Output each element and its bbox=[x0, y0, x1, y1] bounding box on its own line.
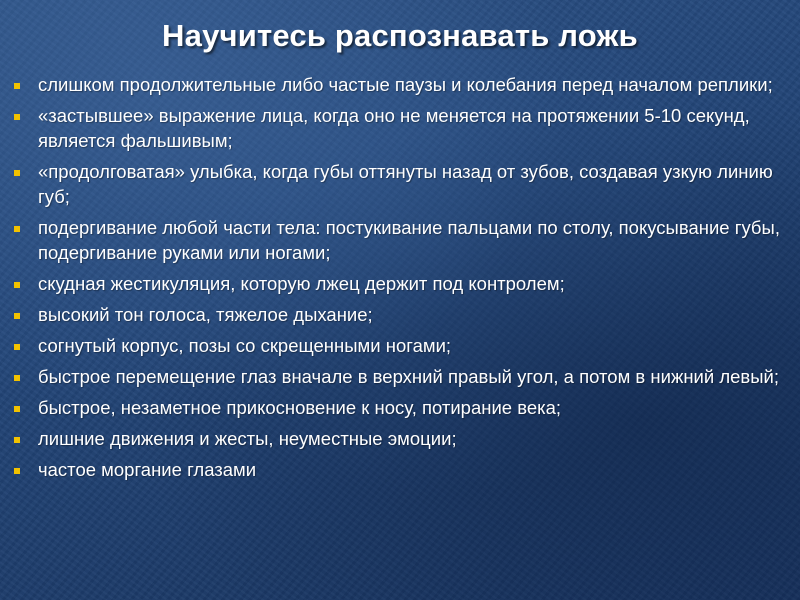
bullet-item bbox=[12, 302, 782, 327]
square-bullet-icon bbox=[14, 313, 20, 319]
square-bullet-icon bbox=[14, 468, 20, 474]
bullet-text: лишние движения и жесты, неуместные эмоции; bbox=[38, 428, 457, 449]
bullet-text: «застывшее» выражение лица, когда оно не меняется на протяжении 5-10 секунд, является фальшивым; bbox=[38, 105, 750, 151]
bullet-text: согнутый корпус, позы со скрещенными ногами; bbox=[38, 335, 452, 356]
square-bullet-icon bbox=[14, 406, 20, 412]
square-bullet-icon bbox=[14, 114, 20, 120]
bullet-text: слишком продолжительные либо частые паузы и колебания перед началом реплики; bbox=[38, 74, 773, 95]
bullet-item bbox=[12, 426, 782, 451]
bullet-item bbox=[12, 333, 782, 358]
bullet-text: частое моргание глазами bbox=[38, 459, 257, 480]
square-bullet-icon bbox=[14, 437, 20, 443]
slide-title: Научитесь распознавать ложь bbox=[162, 18, 638, 53]
square-bullet-icon bbox=[14, 344, 20, 350]
square-bullet-icon bbox=[14, 170, 20, 176]
bullet-text: высокий тон голоса, тяжелое дыхание; bbox=[38, 304, 373, 325]
bullet-item bbox=[12, 364, 782, 389]
bullet-item bbox=[12, 72, 782, 97]
bullet-text: скудная жестикуляция, которую лжец держит под контролем; bbox=[38, 273, 565, 294]
square-bullet-icon bbox=[14, 282, 20, 288]
bullet-text: быстрое, незаметное прикосновение к носу, потирание века; bbox=[38, 397, 562, 418]
bullet-item bbox=[12, 215, 782, 265]
bullet-text: быстрое перемещение глаз вначале в верхний правый угол, а потом в нижний левый; bbox=[38, 366, 780, 387]
bullet-item bbox=[12, 395, 782, 420]
bullet-item bbox=[12, 103, 782, 153]
bullet-item bbox=[12, 159, 782, 209]
bullet-text: «продолговатая» улыбка, когда губы оттянуты назад от зубов, создавая узкую линию губ; bbox=[38, 161, 773, 207]
bullet-item bbox=[12, 271, 782, 296]
bullet-text: подергивание любой части тела: постукивание пальцами по столу, покусывание губы, подергивание руками или ногами; bbox=[38, 217, 780, 263]
square-bullet-icon bbox=[14, 226, 20, 232]
bullet-item bbox=[12, 457, 782, 482]
square-bullet-icon bbox=[14, 83, 20, 89]
bullet-list bbox=[12, 72, 782, 488]
square-bullet-icon bbox=[14, 375, 20, 381]
